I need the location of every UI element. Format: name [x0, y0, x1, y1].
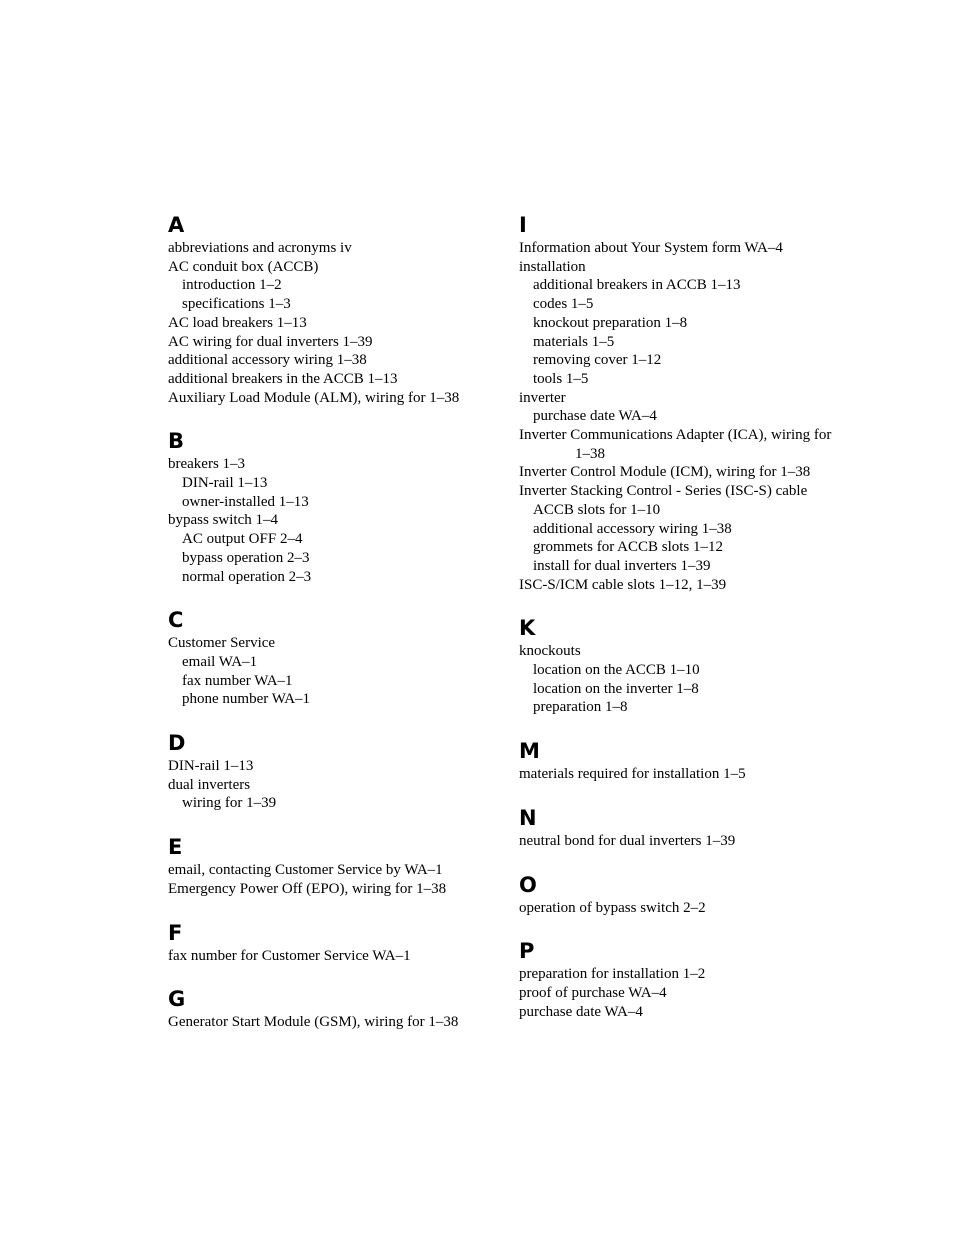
index-entry: [519, 965, 859, 984]
entry-text: knockout preparation 1–8: [533, 314, 688, 331]
index-entry: [519, 389, 859, 408]
entry-text: Generator Start Module (GSM), wiring for 1–38: [168, 1014, 459, 1031]
index-entry: [168, 1013, 498, 1032]
entry-text: removing cover 1–12: [533, 352, 662, 369]
entry-text: install for dual inverters 1–39: [533, 557, 711, 574]
entry-text: Inverter Stacking Control - Series (ISC-S) cable: [519, 483, 808, 500]
index-subentry: [519, 295, 859, 314]
entry-text: DIN-rail 1–13: [168, 758, 254, 775]
entry-text: additional accessory wiring 1–38: [168, 352, 367, 369]
entry-text: fax number WA–1: [182, 672, 293, 689]
entry-text: AC conduit box (ACCB): [168, 258, 319, 275]
entry-text: bypass switch 1–4: [168, 512, 278, 529]
index-subentry: [519, 501, 859, 520]
entry-text: breakers 1–3: [168, 456, 246, 473]
entry-text: operation of bypass switch 2–2: [519, 899, 706, 916]
index-subentry: [168, 568, 498, 587]
entry-text: wiring for 1–39: [182, 795, 277, 812]
index-subentry: [519, 661, 859, 680]
index-section: [519, 871, 859, 918]
index-entry: [519, 258, 859, 277]
index-subentry: [519, 538, 859, 557]
entry-text: materials 1–5: [533, 333, 615, 350]
index-subentry: [168, 474, 498, 493]
entry-text: Customer Service: [168, 635, 276, 652]
entry-text: introduction 1–2: [182, 277, 282, 294]
index-entry: [168, 947, 498, 966]
index-subentry: [168, 295, 498, 314]
index-entry: [168, 776, 498, 795]
index-subentry: [519, 370, 859, 389]
index-subentry: [519, 314, 859, 333]
index-section: [519, 937, 859, 1021]
entry-text: additional accessory wiring 1–38: [533, 520, 732, 537]
index-section: [168, 729, 498, 813]
entry-text: phone number WA–1: [182, 691, 311, 708]
index-section: [168, 211, 498, 407]
section-letter: G: [168, 987, 186, 1012]
entry-text: email WA–1: [182, 653, 258, 670]
entry-text: preparation for installation 1–2: [519, 966, 706, 983]
entry-text: abbreviations and acronyms iv: [168, 240, 352, 256]
entry-text: location on the ACCB 1–10: [533, 662, 700, 679]
index-subentry: [168, 794, 498, 813]
entry-text: purchase date WA–4: [519, 1003, 643, 1020]
index-entry: [519, 576, 859, 595]
entry-text: owner-installed 1–13: [182, 493, 309, 510]
entry-text: knockouts: [519, 643, 581, 660]
entry-text: ISC-S/ICM cable slots 1–12, 1–39: [519, 576, 727, 593]
index-subentry: [519, 680, 859, 699]
section-letter: N: [519, 805, 537, 830]
entry-text: codes 1–5: [533, 296, 594, 313]
entry-text: neutral bond for dual inverters 1–39: [519, 832, 736, 849]
index-section: [519, 614, 859, 717]
entry-text: normal operation 2–3: [182, 568, 312, 585]
index-entry: [519, 482, 859, 501]
entry-text: grommets for ACCB slots 1–12: [533, 539, 724, 556]
index-section: [168, 985, 498, 1032]
index-left-column: [168, 211, 498, 1052]
entry-text: email, contacting Customer Service by WA–1: [168, 862, 443, 879]
index-subentry: [519, 351, 859, 370]
index-entry: [519, 239, 859, 258]
index-section: [519, 737, 859, 784]
entry-text: additional breakers in the ACCB 1–13: [168, 370, 398, 387]
entry-text: Inverter Control Module (ICM), wiring for 1–38: [519, 464, 811, 481]
index-subentry: [168, 653, 498, 672]
section-letter: I: [519, 213, 527, 237]
section-letter: E: [168, 835, 183, 860]
entry-text: inverter: [519, 389, 566, 406]
index-section: [168, 833, 498, 898]
entry-text: proof of purchase WA–4: [519, 984, 667, 1001]
index-subentry: [168, 276, 498, 295]
index-subentry: [168, 530, 498, 549]
entry-text: Inverter Communications Adapter (ICA), wiring for: [519, 427, 832, 444]
entry-text: tools 1–5: [533, 370, 589, 387]
entry-text: DIN-rail 1–13: [182, 475, 268, 492]
index-entry: [519, 765, 859, 784]
index-right-column: [519, 211, 859, 1041]
index-entry: [519, 1003, 859, 1022]
entry-text: ACCB slots for 1–10: [533, 501, 661, 518]
index-entry: [168, 757, 498, 776]
entry-text: additional breakers in ACCB 1–13: [533, 277, 741, 294]
section-letter: D: [168, 731, 186, 756]
entry-text: fax number for Customer Service WA–1: [168, 947, 411, 964]
entry-text: Information about Your System form WA–4: [519, 240, 783, 256]
index-section: [519, 211, 859, 594]
index-entry: [168, 370, 498, 389]
index-entry: [519, 426, 859, 463]
entry-text: AC load breakers 1–13: [168, 314, 307, 331]
section-letter: O: [519, 872, 537, 897]
section-letter: B: [168, 429, 185, 454]
entry-text: materials required for installation 1–5: [519, 766, 746, 783]
index-entry: [168, 258, 498, 277]
index-subentry: [168, 549, 498, 568]
index-subentry: [519, 520, 859, 539]
section-letter: A: [168, 213, 185, 237]
index-entry: [168, 351, 498, 370]
entry-text: AC wiring for dual inverters 1–39: [168, 333, 373, 350]
index-entry: [519, 984, 859, 1003]
index-entry: [519, 463, 859, 482]
index-section: [519, 804, 859, 851]
entry-text: preparation 1–8: [533, 699, 628, 716]
entry-continuation: 1–38: [575, 445, 605, 462]
section-letter: M: [519, 739, 540, 764]
index-subentry: [519, 557, 859, 576]
entry-text: AC output OFF 2–4: [182, 531, 303, 548]
index-subentry: [168, 493, 498, 512]
index-subentry: [168, 690, 498, 709]
index-entry: [168, 333, 498, 352]
index-entry: [168, 880, 498, 899]
entry-text: purchase date WA–4: [533, 408, 657, 425]
entry-text: installation: [519, 258, 586, 275]
entry-text: Auxiliary Load Module (ALM), wiring for 1–38: [168, 389, 460, 406]
section-letter: K: [519, 616, 536, 641]
entry-text: dual inverters: [168, 776, 251, 793]
index-section: [168, 919, 498, 966]
entry-text: specifications 1–3: [182, 296, 291, 313]
index-entry: [168, 861, 498, 880]
index-entry: [168, 455, 498, 474]
index-subentry: [519, 698, 859, 717]
index-subentry: [519, 333, 859, 352]
section-letter: C: [168, 608, 184, 633]
section-letter: P: [519, 939, 535, 964]
index-entry: [168, 634, 498, 653]
index-entry: [168, 389, 498, 408]
index-entry: [519, 832, 859, 851]
index-section: [168, 606, 498, 709]
index-subentry: [519, 276, 859, 295]
index-entry: [519, 642, 859, 661]
entry-text: location on the inverter 1–8: [533, 680, 699, 697]
index-entry: [519, 899, 859, 918]
index-section: [168, 427, 498, 586]
section-letter: F: [168, 920, 183, 945]
entry-text: bypass operation 2–3: [182, 549, 310, 566]
index-subentry: [519, 407, 859, 426]
entry-text: Emergency Power Off (EPO), wiring for 1–38: [168, 880, 447, 897]
index-entry: [168, 314, 498, 333]
index-subentry: [168, 672, 498, 691]
index-entry: [168, 239, 498, 258]
index-entry: [168, 511, 498, 530]
